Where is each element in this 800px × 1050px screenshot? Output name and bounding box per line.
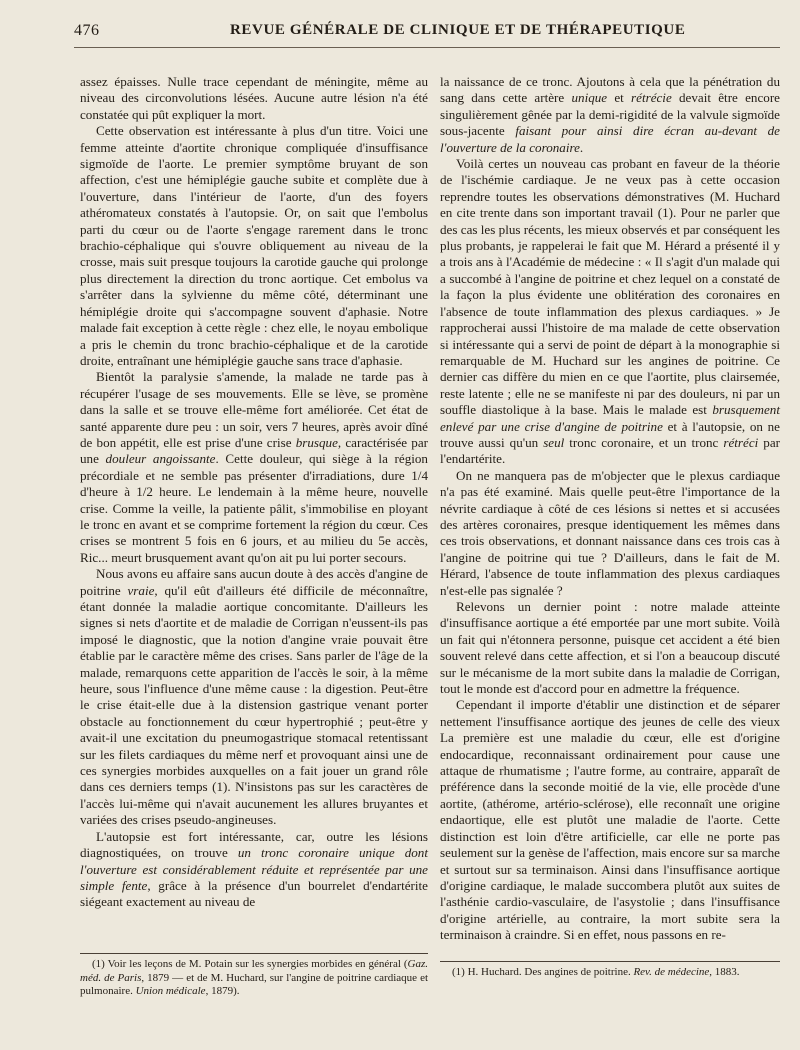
paragraph xyxy=(440,156,780,468)
paragraph: Relevons un dernier point : notre malade atteinte d'insuffisance aortique a été emportée par une mort subite. Voilà un fait qui n'étonnera personne, puisque cet accident a été bien souvent relevé dans cette affection, et si l'on a beaucoup discuté sur le mécanisme de la mort subite dans la maladie de Corrigan, tout le monde est d'accord pour en admettre la fréquence. xyxy=(440,599,780,697)
text-run: , 1879). xyxy=(205,985,240,997)
text-run: Voilà certes un nouveau cas probant en faveur de la théorie de l'ischémie cardiaque. Je ne veux pas à cette occasion reprendre toutes les observations démonstratives (M. Huchard en cite trente dans son important travail (1). Pour ne parler que des cas les plus récents, les mieux observés et par conséquent les plus probants, je rappelerai le fait que M. Hérard a présenté il y a trois ans à l'Académie de médecine : « Il s'agit d'un malade qui a succombé à l'angine de poitrine et chez lequel on a constaté de la façon la plus évidente une oblitération des coronaires en l'absence de toute inflammation des plexus cardiaques. » Je rapprocherai aussi l'histoire de ma malade de cette observation si intéressante qui a servi de point de départ à la monographie si remarquable de M. Huchard sur les angines de poitrine. Ce dernier cas diffère du mien en ce que l'aortite, plus clairsemée, reste latente ; elle ne se manifeste ni par des douleurs, ni par un souffle diastolique à la base. Mais le malade est xyxy=(440,156,780,418)
emphasis: brusque xyxy=(295,434,338,450)
text-run: L'autopsie est fort intéressante, car, outre les lésions diagnostiquées, on trouve xyxy=(80,828,428,861)
emphasis: rétrécie xyxy=(631,90,672,106)
paragraph xyxy=(80,829,428,911)
emphasis: Union médicale xyxy=(135,985,206,997)
left-column xyxy=(80,74,428,911)
text-run: Bientôt la paralysie s'amende, la malade ne tarde pas à récupérer l'usage de ses mouvements. Elle se lève, se promène dans la salle et se trouve elle-même fort améliorée. Cet état de santé apparente dure peu : un soir, vers 7 heures, après avoir dîné de bon appétit, elle est prise d'une crise xyxy=(80,369,428,450)
header-rule xyxy=(74,47,780,48)
footnote-left xyxy=(80,958,428,999)
footnote-rule-left xyxy=(80,953,428,954)
footnote-right xyxy=(440,966,780,980)
paragraph: Cependant il importe d'établir une distinction et de séparer nettement l'insuffisance aortique des jeunes de celle des vieux La première est une maladie du cœur, elle est d'origine endocardique, reconnaissant ordinairement pour cause une attaque de rhumatisme ; l'autre forme, au contraire, apparaît de préférence dans la seconde moitié de la vie, elle procède d'une aortite, (athérome, artério-sclérose), elle reconnaît une origine endaortique, elle est plutôt une maladie de l'aorte. Cette distinction est loin d'être artificielle, car elle ne porte pas seulement sur la genèse de l'affection, mais encore sur sa marche et surtout sur sa terminaison. Ainsi dans l'insuffisance aortique d'origine cardiaque, le malade succombera plutôt aux suites de l'asthénie cardio-vasculaire, de l'asystolie ; dans l'insuffisance d'origine artérielle, au contraire, la mort subite sera la terminaison à craindre. Si en effet, nous passons en re- xyxy=(440,697,780,943)
text-run: , 1879 — et de M. Huchard, sur l'angine de poitrine cardiaque et pulmonaire. xyxy=(80,971,429,997)
text-run: et à l'autopsie, on ne trouve aussi qu'un xyxy=(440,418,780,450)
text-run: . xyxy=(579,139,584,155)
emphasis: Rev. de médecine xyxy=(633,966,710,978)
footnote-text xyxy=(80,958,428,999)
footnote-rule-right xyxy=(440,961,780,962)
emphasis: Gaz. méd. de Paris xyxy=(80,958,428,984)
emphasis: faisant pour ainsi dire écran au-devant de l'ouverture de la coronaire xyxy=(440,123,780,155)
text-run: devait être encore singulièrement gênée par la demi-rigidité de la valvule sigmoïde sous-jacente xyxy=(440,90,780,139)
page-number: 476 xyxy=(74,22,100,39)
text-run: Nous avons eu affaire sans aucun doute à des accès d'angine de poitrine xyxy=(80,566,428,598)
emphasis: unique xyxy=(571,90,608,106)
text-run: et xyxy=(607,90,632,106)
text-run: , grâce à la présence d'un bourrelet d'endartérite siégeant exactement au niveau de xyxy=(80,877,428,910)
emphasis: seul xyxy=(543,434,565,450)
text-run: , 1883. xyxy=(709,966,740,978)
paragraph xyxy=(440,74,780,156)
emphasis: brusquement enlevé par une crise d'angine de poitrine xyxy=(440,402,780,434)
emphasis: un tronc coronaire unique dont l'ouverture est considérablement réduite et représentée par une simple fente xyxy=(80,845,428,893)
paragraph: Cette observation est intéressante à plus d'un titre. Voici une femme atteinte d'aortite chronique compliquée d'insuffisance sigmoïde de l'aorte. Le premier symptôme bruyant de son affection, c'est une hémiplégie gauche subite et complète due à l'ouverture, dans l'intérieur de l'aorte, d'un des foyers athéromateux constatés à l'autopsie. Or, on sait que l'embolus parti du cœur ou de l'aorte s'engage rarement dans le tronc brachio-céphalique qui s'ouvre obliquement au niveau de la crosse, mais suit presque toujours la carotide gauche qui prolonge plus directement la direction du tronc aortique. Cet embolus va s'arrêter dans la sylvienne du même côté, déterminant une hémiplégie droite qui s'accompagne souvent d'aphasie. Notre malade fait exception à cette règle : chez elle, le noyau embolique a pris le chemin du tronc brachio-céphalique et de la carotide droite, entraînant une hémiplégie gauche sans trace d'aphasie. xyxy=(80,123,428,368)
running-title: REVUE GÉNÉRALE DE CLINIQUE ET DE THÉRAPEUTIQUE xyxy=(230,22,686,38)
paragraph: assez épaisses. Nulle trace cependant de méningite, même au niveau des circonvolutions lésées. Aucune autre lésion n'a été constatée qui pût expliquer la mort. xyxy=(80,74,428,122)
footnote-text xyxy=(440,966,780,980)
text-run: , qu'il eût d'ailleurs été difficile de méconnaître, étant donnée la maladie aortique concomitante. D'ailleurs les signes si nets d'aortite et de maladie de Corrigan n'eussent-ils pas imposé le diagnostic, que la notion d'angine vraie pouvait être établie par le caractère même des crises. Sans parler de l'âge de la malade, remarquons cette apparition de l'accès le soir, à la même heure, sous l'influence d'une même cause : la digestion. Peut-être le crise était-elle due à la distension gastrique venant porter obstacle au fonctionnement du cœur hypertrophié ; peut-être y avait-il une excitation du pneumogastrique stomacal retentissant sur les filets cardiaques du même nerf et provoquant ainsi une de ces synergies morbides auxquelles on a fait jouer un grand rôle dans ces derniers temps (1). N'insistons pas sur les caractères de l'accès lui-même qui n'avait aucunement les allures bruyantes et variées des crises pseudo-angineuses. xyxy=(80,582,429,828)
paragraph xyxy=(80,566,428,829)
paragraph xyxy=(80,369,428,566)
text-run: , caractérisée par une xyxy=(80,434,429,467)
right-column xyxy=(440,74,780,944)
text-run: (1) Voir les leçons de M. Potain sur les synergies morbides en général ( xyxy=(92,958,408,970)
text-run: tronc coronaire, et un tronc xyxy=(564,434,724,450)
text-run: par l'endartérite. xyxy=(440,434,781,467)
text-run: (1) H. Huchard. Des angines de poitrine. xyxy=(452,966,634,978)
text-run: la naissance de ce tronc. Ajoutons à cela que la pénétration du sang dans cette artère xyxy=(440,74,780,106)
text-run: . Cette douleur, qui siège à la région précordiale et ne semble pas présenter d'irradiations, dure 1/4 d'heure à 1/2 heure. Le lendemain à la même heure, nouvelle crise. Comme la veille, la patiente pâlit, s'immobilise en ployant le tronc en avant et se comprime fortement la région du cœur. Ces crises se montrent 5 fois en 6 jours, et au milieu du 5e accès, Ric... meurt brusquement avant qu'on ait pu lui porter secours. xyxy=(80,451,428,565)
emphasis: vraie xyxy=(127,582,155,598)
emphasis: douleur angoissante xyxy=(105,451,216,467)
emphasis: rétréci xyxy=(723,434,759,450)
paragraph: On ne manquera pas de m'objecter que le plexus cardiaque n'a pas été examiné. Mais quelle peut-être l'importance de la névrite cardiaque à côté de ces lésions si nettes et si accusées des artères coronaires, presque identiquement les mêmes dans ces trois observations, et donnant naissance dans ces trois cas à l'angine de poitrine qui tue ? D'ailleurs, dans le fait de M. Hérard, l'absence de toute inflammation des plexus cardiaques n'est-elle pas signalée ? xyxy=(440,467,780,598)
